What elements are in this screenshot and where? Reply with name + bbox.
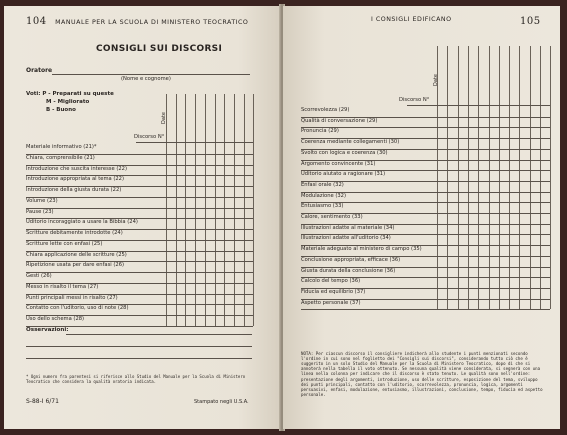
right-page-number-wrap [520, 16, 541, 27]
right-running-head-text: I CONSIGLI EDIFICANO [371, 16, 452, 23]
counsel-item-label: Chiara applicazione delle scritture (25) [26, 251, 127, 258]
counsel-item-label: Contatto con l'uditorio, uso di note (28) [26, 305, 129, 312]
counsel-item-rule [26, 326, 253, 327]
left-date-label: Date [161, 112, 167, 124]
counsel-item-label: Aspetto personale (37) [301, 299, 361, 306]
grid-column-line [530, 46, 531, 309]
grid-header-line [136, 142, 253, 143]
counsel-item-label: Entusiasmo (33) [301, 203, 344, 210]
observations-line-2 [26, 346, 252, 347]
grid-column-line [215, 94, 216, 326]
observations-label: Osservazioni: [26, 327, 69, 333]
counsel-item-label: Introduzione appropriata al tema (22) [26, 176, 124, 183]
counsel-item-label: Scritture debitamente introdotte (24) [26, 230, 123, 236]
counsel-item-label: Ripetizione usata per dare enfasi (26) [26, 262, 125, 269]
counsel-item-label: Uso dello schema (28) [26, 316, 85, 322]
speaker-label: Oratore [26, 67, 53, 74]
grid-column-line [244, 94, 245, 326]
counsel-item-label: Coerenza mediante collegamenti (30) [301, 139, 400, 146]
left-running-head [26, 16, 248, 27]
counsel-item-label: Materiale informativo (21)* [26, 144, 97, 150]
counsel-item-label: Scorrevolezza (29) [301, 107, 350, 113]
right-page [283, 6, 560, 429]
grid-column-line [253, 94, 254, 326]
legend-b: B - Buono [46, 107, 76, 113]
grid-column-line [224, 94, 225, 326]
grid-column-line [205, 94, 206, 326]
grid-column-line [509, 46, 510, 309]
counsel-item-rule [26, 197, 253, 198]
grid-column-line [437, 46, 438, 309]
counsel-item-label: Chiara, comprensibile (21) [26, 154, 95, 161]
printed-in: Stampato negli U.S.A. [194, 399, 249, 405]
counsel-item-label: Pronuncia (29) [301, 128, 339, 135]
left-page-number: 104 [26, 16, 47, 27]
right-counsel-no-label: Discorso N° [399, 97, 430, 103]
counsel-item-label: Gesti (26) [26, 273, 52, 279]
grid-column-line [458, 46, 459, 309]
right-page-number: 105 [520, 16, 541, 27]
grid-column-line [176, 94, 177, 326]
right-running-head [371, 16, 452, 23]
legend-title: Voti: P - Preparati su queste [26, 91, 114, 97]
counsel-item-label: Volume (23) [26, 197, 58, 204]
counsel-item-label: Materiale adeguato al ministero di campo (35) [301, 246, 422, 253]
counsel-item-label: Messo in risalto il tema (27) [26, 283, 99, 290]
grid-column-line [468, 46, 469, 309]
right-note: NOTA: Per ciascun discorso il consigliere indicherà allo studente i punti menzionati secondo l'ordine in cui sono nel foglietto dei "Consigli sui discorsi", considerando tutto ciò che è suggerito in un solo Studio del Manuale per la Scuola di Ministero Teocratico, dopo di che si annoterà nella tabella il voto ottenuto. Se nessuna qualità viene considerata, si segnerà con una linea nella colonna per indicare che il discorso è stato tenuto. Le qualità sono nell'ordine: presentazione degli argomenti, introduzione, uso delle scritture, esposizione del tema, sviluppo dei punti principali, contatto con l'uditorio, scorrevolezza, pronuncia, logica, argomenti persuasivi, enfasi, modulazione, entusiasmo, illustrazioni, conclusione, tempo, fiducia ed aspetto personale. [301, 351, 543, 397]
counsel-item-label: Introduzione che suscita interesse (22) [26, 165, 127, 172]
left-running-head-text: MANUALE PER LA SCUOLA DI MINISTERO TEOCRATICO [55, 19, 249, 26]
observations-line-1 [66, 334, 252, 335]
counsel-item-label: Modulazione (32) [301, 192, 346, 199]
counsel-item-label: Calcolo del tempo (36) [301, 278, 361, 285]
counsel-item-label: Scritture lette con enfasi (25) [26, 240, 103, 247]
legend-m: M - Migliorato [46, 99, 90, 105]
speaker-line [52, 74, 250, 75]
observations-line-3 [26, 358, 252, 359]
grid-column-line [478, 46, 479, 309]
counsel-item-label: Illustrazioni adatte all'uditorio (34) [301, 235, 391, 242]
form-title: CONSIGLI SUI DISCORSI [96, 44, 223, 54]
grid-column-line [489, 46, 490, 309]
grid-column-line [519, 46, 520, 309]
counsel-item-rule [26, 272, 253, 273]
counsel-item-rule [301, 309, 550, 310]
grid-column-line [166, 94, 167, 326]
footnote: * Ogni numero fra parentesi si riferisce allo Studio del Manuale per la Scuola di Ministero Teocratico che considera la qualità oratoria indicata. [26, 374, 246, 384]
grid-column-line [185, 94, 186, 326]
counsel-item-label: Svolto con logica e coerenza (30) [301, 149, 388, 156]
counsel-item-label: Illustrazioni adatte al materiale (34) [301, 224, 395, 231]
grid-column-line [195, 94, 196, 326]
counsel-item-label: Conclusione appropriata, efficace (36) [301, 256, 401, 263]
counsel-item-label: Pause (23) [26, 208, 54, 215]
grid-column-line [499, 46, 500, 309]
counsel-item-label: Introduzione della giusta durata (22) [26, 187, 122, 193]
counsel-item-label: Fiducia ed equilibrio (37) [301, 288, 366, 295]
grid-column-line [540, 46, 541, 309]
left-page [4, 6, 280, 429]
counsel-item-label: Enfasi orale (32) [301, 181, 344, 188]
speaker-hint: (Nome e cognome) [121, 76, 171, 82]
counsel-item-label: Qualità di conversazione (29) [301, 117, 378, 124]
left-counsel-no-label: Discorso N° [134, 134, 165, 140]
counsel-item-label: Giusta durata della conclusione (36) [301, 267, 396, 274]
right-date-label: Date [433, 74, 439, 86]
grid-column-line [550, 46, 551, 309]
grid-column-line [447, 46, 448, 309]
form-code: S-88-I 6/71 [26, 398, 59, 405]
counsel-item-label: Punti principali messi in risalto (27) [26, 294, 118, 301]
counsel-item-label: Uditorio incoraggiato a usare la Bibbia (24) [26, 219, 138, 226]
counsel-item-label: Argomento convincente (31) [301, 160, 376, 167]
counsel-item-label: Calore, sentimento (33) [301, 214, 363, 220]
grid-column-line [234, 94, 235, 326]
grid-header-line [407, 105, 550, 106]
counsel-item-rule [26, 208, 253, 209]
counsel-item-label: Uditorio aiutato a ragionare (31) [301, 171, 386, 178]
